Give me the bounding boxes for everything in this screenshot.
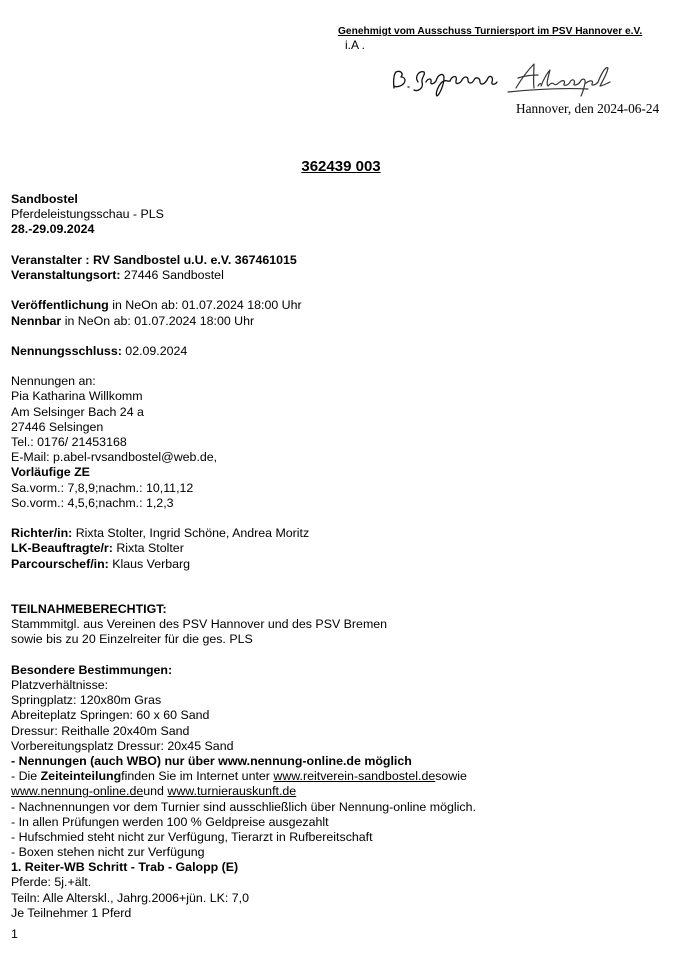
nennung-online-link[interactable]: www.nennung-online.de bbox=[11, 784, 144, 799]
schedule-sunday: So.vorm.: 4,5,6;nachm.: 1,2,3 bbox=[11, 495, 174, 510]
competition-per-rider: Je Teilnehmer 1 Pferd bbox=[11, 905, 132, 920]
venue-label: Veranstaltungsort: bbox=[11, 267, 121, 282]
timetable-prefix: - Die bbox=[11, 769, 41, 784]
eligibility-line-2: sowie bis zu 20 Einzelreiter für die ges. PLS bbox=[11, 632, 253, 647]
lk-officer bbox=[11, 541, 671, 556]
publication-date bbox=[11, 298, 671, 313]
late-entry-note: - Nachnennungen vor dem Turnier sind ausschließlich über Nennung-online möglich. bbox=[11, 799, 476, 814]
farrier-vet-note: - Hufschmied steht nicht zur Verfügung, Tierarzt in Rufbereitschaft bbox=[11, 829, 373, 844]
timetable-sowie: sowie bbox=[435, 769, 467, 784]
schedule-heading: Vorläufige ZE bbox=[11, 465, 90, 480]
signature-holzapfel bbox=[508, 64, 610, 96]
organizer: Veranstalter : RV Sandbostel u.U. e.V. 367461015 bbox=[11, 252, 297, 267]
entries-heading: Nennungen an: bbox=[11, 374, 96, 389]
schedule-saturday: Sa.vorm.: 7,8,9;nachm.: 10,11,12 bbox=[11, 480, 194, 495]
venue-condition: Abreiteplatz Springen: 60 x 60 Sand bbox=[11, 708, 210, 723]
timetable-label: Zeiteinteilung bbox=[40, 769, 122, 784]
turnierauskunft-link[interactable]: www.turnierauskunft.de bbox=[167, 784, 297, 799]
publication-value: in NeOn ab: 01.07.2024 18:00 Uhr bbox=[108, 298, 302, 313]
links-und: und bbox=[143, 784, 168, 799]
venue-value: 27446 Sandbostel bbox=[120, 267, 224, 282]
issue-date: Hannover, den 2024-06-24 bbox=[516, 101, 660, 116]
club-website-link[interactable]: www.reitverein-sandbostel.de bbox=[273, 769, 436, 784]
lk-officer-value: Rixta Stolter bbox=[112, 541, 184, 556]
venue bbox=[11, 268, 671, 283]
contact-phone: Tel.: 0176/ 21453168 bbox=[11, 435, 127, 449]
venue-condition: Dressur: Reithalle 20x40m Sand bbox=[11, 723, 190, 738]
eligibility-heading: TEILNAHMEBERECHTIGT: bbox=[11, 602, 167, 617]
judges-value: Rixta Stolter, Ingrid Schöne, Andrea Moritz bbox=[72, 526, 310, 541]
lk-officer-label: LK-Beauftragte/r: bbox=[11, 541, 113, 556]
contact-city: 27446 Selsingen bbox=[11, 419, 104, 434]
entry-open-label: Nennbar bbox=[11, 313, 62, 328]
stabling-note: - Boxen stehen nicht zur Verfügung bbox=[11, 845, 205, 860]
course-designer bbox=[11, 557, 671, 572]
online-entry-rule: - Nennungen (auch WBO) nur über www.nennung-online.de möglich bbox=[11, 753, 412, 768]
special-rules-heading: Besondere Bestimmungen: bbox=[11, 662, 173, 677]
event-name: Sandbostel bbox=[11, 192, 78, 206]
approval-notice: Genehmigt vom Ausschuss Turniersport im PSV Hannover e.V. bbox=[338, 26, 643, 37]
course-designer-value: Klaus Verbarg bbox=[108, 556, 191, 571]
signatures bbox=[388, 58, 614, 98]
contact-street: Am Selsinger Bach 24 a bbox=[11, 404, 144, 419]
event-dates: 28.-29.09.2024 bbox=[11, 222, 95, 237]
course-designer-label: Parcourschef/in: bbox=[11, 556, 109, 571]
eligibility-line-1: Stammmitgl. aus Vereinen des PSV Hannover und des PSV Bremen bbox=[11, 617, 388, 632]
entry-deadline-label: Nennungsschluss: bbox=[11, 343, 122, 358]
competition-title: 1. Reiter-WB Schritt - Trab - Galopp (E) bbox=[11, 860, 239, 875]
judges bbox=[11, 526, 671, 541]
prize-money-note: - In allen Prüfungen werden 100 % Geldpreise ausgezahlt bbox=[11, 814, 329, 829]
contact-name: Pia Katharina Willkomm bbox=[11, 389, 143, 404]
document-body bbox=[11, 192, 671, 921]
entry-deadline bbox=[11, 344, 671, 359]
entry-open-value: in NeOn ab: 01.07.2024 18:00 Uhr bbox=[61, 313, 255, 328]
signature-seefeldt bbox=[394, 71, 497, 96]
entry-open-date bbox=[11, 314, 671, 329]
timetable-text: finden Sie im Internet unter bbox=[121, 769, 274, 784]
venue-condition: Vorbereitungsplatz Dressur: 20x45 Sand bbox=[11, 738, 234, 753]
page-number: 1 bbox=[11, 927, 18, 941]
venue-condition: Springplatz: 120x80m Gras bbox=[11, 693, 162, 708]
venue-conditions-heading: Platzverhältnisse: bbox=[11, 678, 109, 692]
contact-email: E-Mail: p.abel-rvsandbostel@web.de, bbox=[11, 450, 218, 465]
entry-deadline-value: 02.09.2024 bbox=[121, 343, 188, 358]
links-line bbox=[11, 784, 671, 799]
timetable-note bbox=[11, 769, 671, 784]
publication-label: Veröffentlichung bbox=[11, 298, 109, 313]
judges-label: Richter/in: bbox=[11, 526, 73, 541]
competition-participants: Teiln: Alle Alterskl., Jahrg.2006+jün. LK: 7,0 bbox=[11, 890, 249, 905]
event-number: 362439 003 bbox=[301, 158, 381, 175]
competition-horses: Pferde: 5j.+ält. bbox=[11, 875, 92, 890]
on-behalf-label: i.A . bbox=[345, 38, 366, 52]
event-type: Pferdeleistungsschau - PLS bbox=[11, 207, 164, 222]
